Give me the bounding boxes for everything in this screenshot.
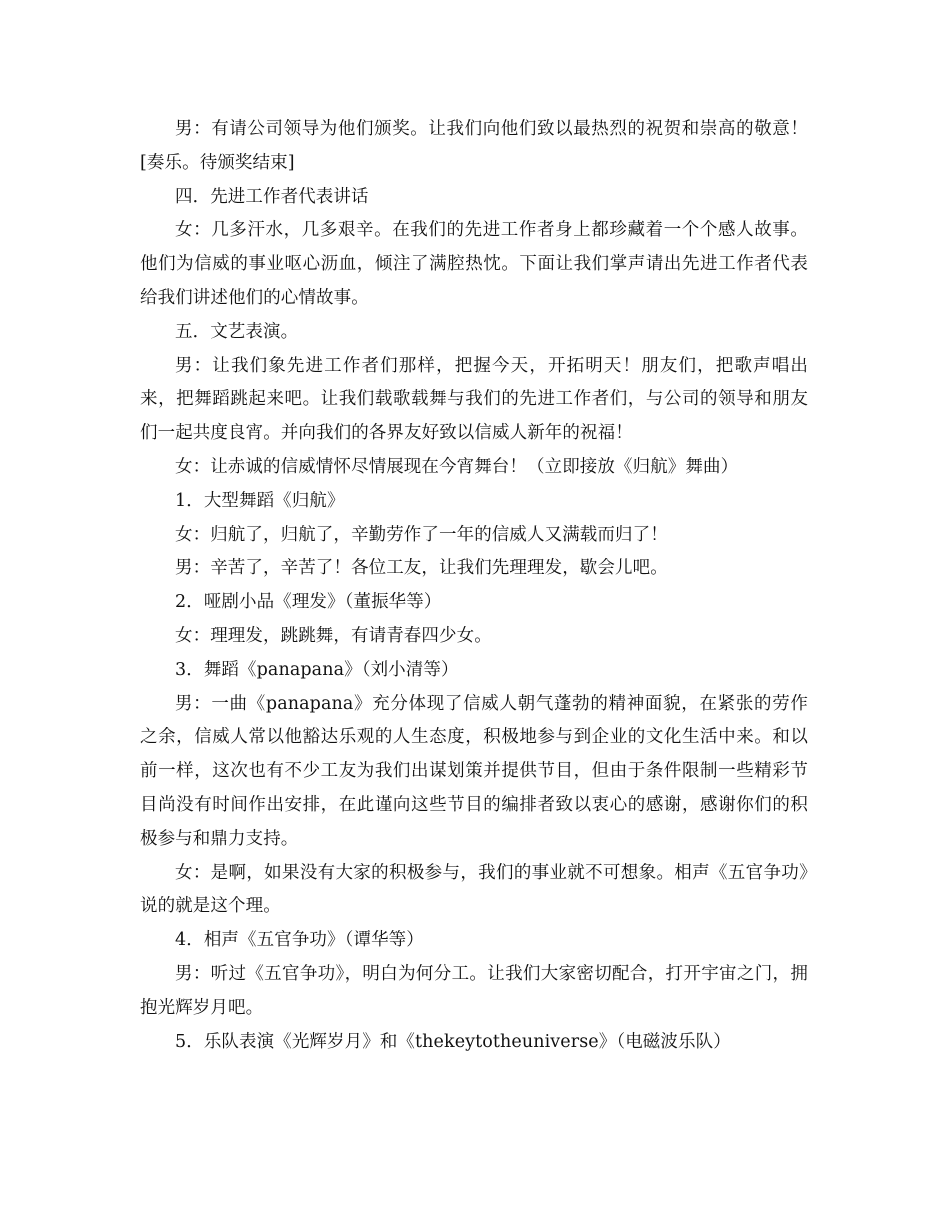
document-page [140, 113, 808, 1059]
section-heading-5: 五．文艺表演。 [175, 321, 299, 342]
program-item-3: 3．舞蹈《panapana》（刘小清等） [175, 659, 459, 680]
program-item-2: 2．哑剧小品《理发》（董振华等） [175, 592, 442, 613]
program-item-5: 5．乐队表演《光辉岁月》和《thekeytotheuniverse》（电磁波乐队） [175, 1031, 731, 1052]
paragraph-performance-intro: 男：让我们象先进工作者们那样，把握今天，开拓明天！朋友们，把歌声唱出来，把舞蹈跳起来吧。让我们载歌载舞与我们的先进工作者们，与公司的领导和朋友们一起共度良宵。并向我们的各界友好致以信威人新年的祝福！ [140, 355, 808, 444]
paragraph-advanced-workers: 女：几多汗水，几多艰辛。在我们的先进工作者身上都珍藏着一个个感人故事。他们为信威的事业呕心沥血，倾注了满腔热忱。下面让我们掌声请出先进工作者代表给我们讲述他们的心情故事。 [140, 220, 808, 308]
section-heading-4: 四．先进工作者代表讲话 [175, 186, 369, 207]
paragraph-crosstalk-intro: 女：是啊，如果没有大家的积极参与，我们的事业就不可想象。相声《五官争功》说的就是这个理。 [140, 862, 808, 917]
paragraph-return-voyage: 女：归航了，归航了，辛勤劳作了一年的信威人又满载而归了！ [175, 524, 668, 545]
program-item-4: 4．相声《五官争功》（谭华等） [175, 930, 424, 951]
paragraph-stage-intro: 女：让赤诚的信威情怀尽情展现在今宵舞台！（立即接放《归航》舞曲） [175, 456, 739, 477]
paragraph-award-presentation: 男：有请公司领导为他们颁奖。让我们向他们致以最热烈的祝贺和崇高的敬意！[奏乐。待颁奖结束] [140, 119, 808, 173]
paragraph-haircut-intro: 男：辛苦了，辛苦了！各位工友，让我们先理理发，歇会儿吧。 [175, 558, 668, 579]
program-item-1: 1．大型舞蹈《归航》 [175, 490, 345, 511]
paragraph-dance-intro: 女：理理发，跳跳舞，有请青春四少女。 [175, 625, 492, 646]
paragraph-universe-intro: 男：听过《五官争功》，明白为何分工。让我们大家密切配合，打开宇宙之门，拥抱光辉岁月吧。 [140, 963, 808, 1018]
paragraph-panapana: 男：一曲《panapana》充分体现了信威人朝气蓬勃的精神面貌，在紧张的劳作之余，信威人常以他豁达乐观的人生态度，积极地参与到企业的文化生活中来。和以前一样，这次也有不少工友为我们出谋划策并提供节目，但由于条件限制一些精彩节目尚没有时间作出安排，在此谨向这些节目的编排者致以衷心的感谢，感谢你们的积极参与和鼎力支持。 [140, 693, 808, 849]
